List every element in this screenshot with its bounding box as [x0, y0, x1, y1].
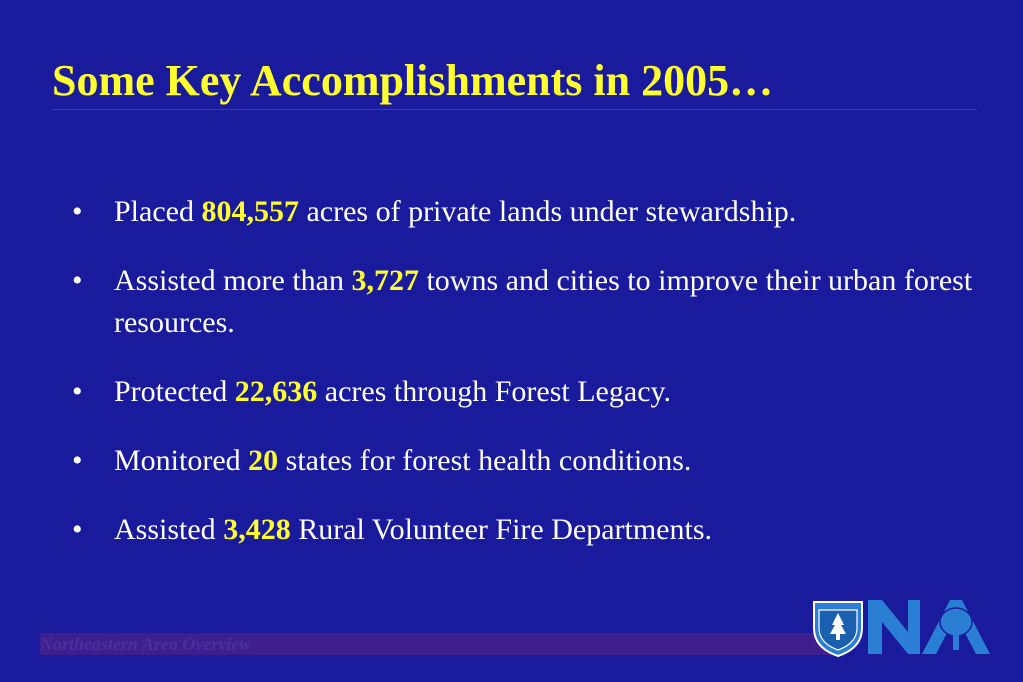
bullet-marker: • [72, 375, 83, 408]
bullet-stat: 3,428 [223, 513, 291, 546]
bullet-text: Assisted [114, 513, 224, 546]
bullet-text: states for forest health conditions. [278, 444, 692, 477]
bullet-marker: • [72, 264, 83, 297]
bullet-text: Placed [114, 195, 202, 228]
bullet-item [72, 440, 1002, 482]
bullet-stat: 3,727 [351, 264, 419, 297]
bullet-list [72, 191, 1002, 578]
bullet-item [72, 260, 1002, 344]
title-divider [52, 109, 977, 110]
bullet-text: Protected [114, 375, 235, 408]
bullet-text: acres of private lands under stewardship. [298, 195, 797, 228]
bullet-text: acres through Forest Legacy. [317, 375, 672, 408]
bullet-item [72, 191, 1002, 233]
bullet-marker: • [72, 513, 83, 546]
northeastern-area-logo [868, 598, 990, 654]
bullet-text: Monitored [114, 444, 249, 477]
bullet-marker: • [72, 195, 83, 228]
bullet-item [72, 371, 1002, 413]
bullet-stat: 20 [248, 444, 279, 477]
forest-service-shield-logo [810, 598, 866, 658]
bullet-text: Rural Volunteer Fire Departments. [290, 513, 712, 546]
bullet-stat: 22,636 [234, 375, 318, 408]
bullet-text: towns and cities to improve their urban forest resources. [114, 264, 973, 339]
bullet-item [72, 509, 1002, 551]
slide-title: Some Key Accomplishments in 2005… [52, 56, 774, 105]
footer-title: Northeastern Area Overview [40, 634, 252, 654]
bullet-marker: • [72, 444, 83, 477]
bullet-stat: 804,557 [201, 195, 299, 228]
bullet-text: Assisted more than [114, 264, 352, 297]
